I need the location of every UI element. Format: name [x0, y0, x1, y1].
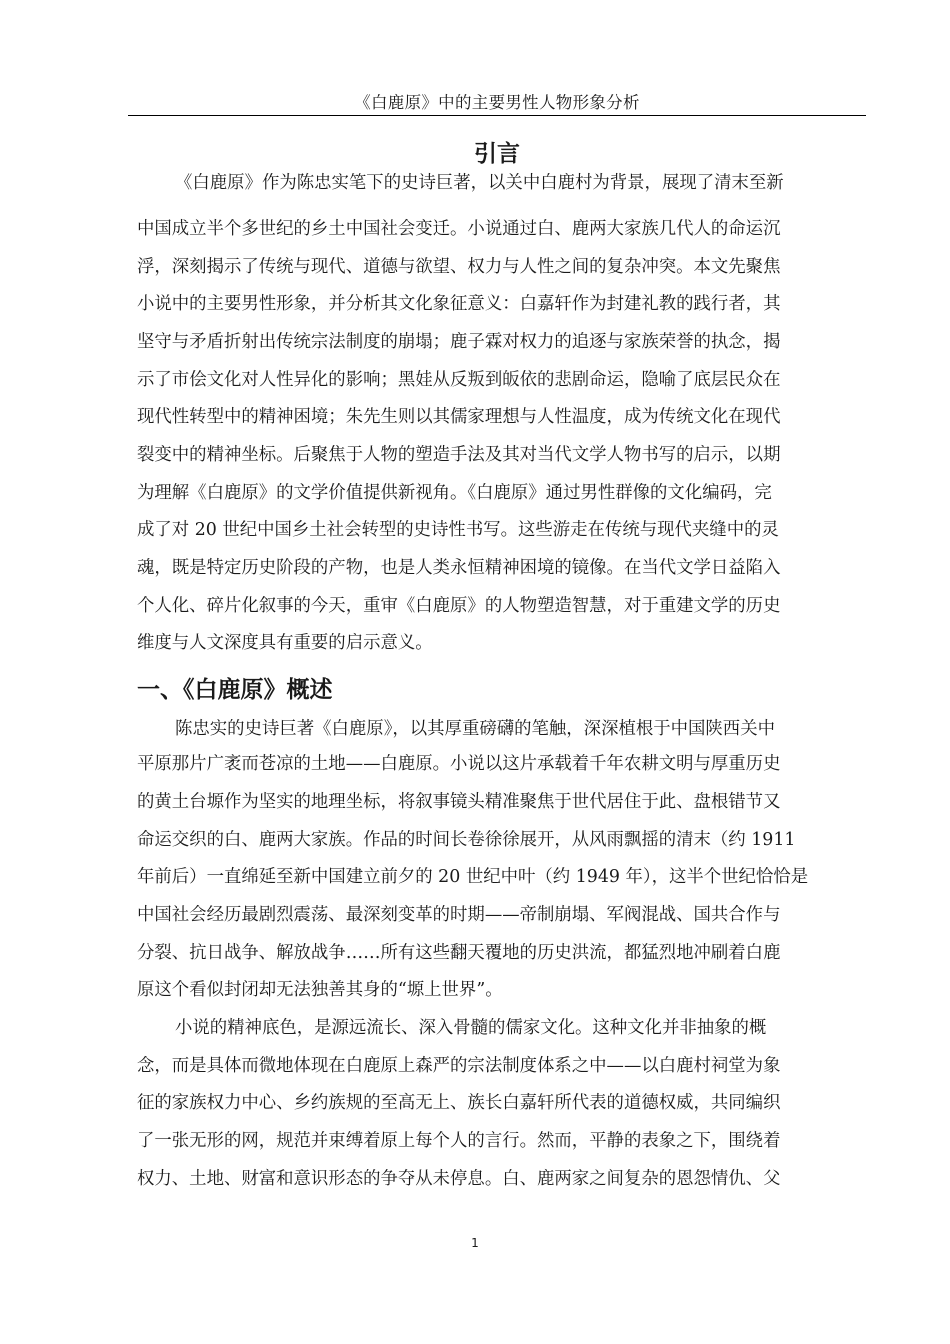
intro-line-9: 为理解《白鹿原》的文学价值提供新视角。《白鹿原》通过男性群像的文化编码，完 [137, 483, 772, 503]
intro-line-7: 现代性转型中的精神困境；朱先生则以其儒家理想与人性温度，成为传统文化在现代 [137, 407, 781, 427]
section-p2-line-1: 小说的精神底色，是源远流长、深入骨髓的儒家文化。这种文化并非抽象的概 [175, 1018, 767, 1038]
section-p1-line-5: 年前后）一直绵延至新中国建立前夕的 20 世纪中叶（约 1949 年），这半个世纪恰恰是 [137, 867, 809, 887]
section-p2-line-3: 征的家族权力中心、乡约族规的至高无上、族长白嘉轩所代表的道德权威，共同编织 [137, 1093, 781, 1113]
section-p2-line-4: 了一张无形的网，规范并束缚着原上每个人的言行。然而，平静的表象之下，围绕着 [137, 1131, 781, 1151]
intro-line-5: 坚守与矛盾折射出传统宗法制度的崩塌；鹿子霖对权力的追逐与家族荣誉的执念，揭 [137, 332, 781, 352]
section-p2-line-2: 念，而是具体而微地体现在白鹿原上森严的宗法制度体系之中——以白鹿村祠堂为象 [137, 1056, 781, 1076]
page-title: 引言 [474, 141, 520, 167]
intro-line-12: 个人化、碎片化叙事的今天，重审《白鹿原》的人物塑造智慧，对于重建文学的历史 [137, 596, 781, 616]
section-p1-line-7: 分裂、抗日战争、解放战争……所有这些翻天覆地的历史洪流，都猛烈地冲刷着白鹿 [137, 943, 781, 963]
intro-line-6: 示了市侩文化对人性异化的影响；黑娃从反叛到皈依的悲剧命运，隐喻了底层民众在 [137, 370, 781, 390]
running-header: 《白鹿原》中的主要男性人物形象分析 [354, 93, 640, 112]
section-p1-line-2: 平原那片广袤而苍凉的土地——白鹿原。小说以这片承载着千年农耕文明与厚重历史 [137, 754, 781, 774]
intro-line-2: 中国成立半个多世纪的乡土中国社会变迁。小说通过白、鹿两大家族几代人的命运沉 [137, 219, 781, 239]
intro-line-4: 小说中的主要男性形象，并分析其文化象征意义：白嘉轩作为封建礼教的践行者，其 [137, 294, 781, 314]
page-number: 1 [471, 1236, 479, 1250]
section-heading: 一、《白鹿原》概述 [137, 677, 333, 703]
section-p1-line-1: 陈忠实的史诗巨著《白鹿原》，以其厚重磅礴的笔触，深深植根于中国陕西关中 [175, 719, 775, 739]
section-p2-line-5: 权力、土地、财富和意识形态的争夺从未停息。白、鹿两家之间复杂的恩怨情仇、父 [137, 1169, 781, 1189]
intro-line-8: 裂变中的精神坐标。后聚焦于人物的塑造手法及其对当代文学人物书写的启示，以期 [137, 445, 781, 465]
intro-line-11: 魂，既是特定历史阶段的产物，也是人类永恒精神困境的镜像。在当代文学日益陷入 [137, 558, 781, 578]
header-rule [128, 115, 866, 116]
intro-line-10: 成了对 20 世纪中国乡土社会转型的史诗性书写。这些游走在传统与现代夹缝中的灵 [137, 520, 779, 540]
section-p1-line-8: 原这个看似封闭却无法独善其身的“塬上世界”。 [137, 980, 503, 1000]
intro-line-1: 《白鹿原》作为陈忠实笔下的史诗巨著，以关中白鹿村为背景，展现了清末至新 [175, 173, 784, 193]
section-p1-line-3: 的黄土台塬作为坚实的地理坐标，将叙事镜头精准聚焦于世代居住于此、盘根错节又 [137, 792, 781, 812]
intro-line-13: 维度与人文深度具有重要的启示意义。 [137, 633, 433, 653]
intro-line-3: 浮，深刻揭示了传统与现代、道德与欲望、权力与人性之间的复杂冲突。本文先聚焦 [137, 257, 781, 277]
section-p1-line-4: 命运交织的白、鹿两大家族。作品的时间长卷徐徐展开，从风雨飘摇的清末（约 1911 [137, 830, 796, 850]
section-p1-line-6: 中国社会经历最剧烈震荡、最深刻变革的时期——帝制崩塌、军阀混战、国共合作与 [137, 905, 781, 925]
